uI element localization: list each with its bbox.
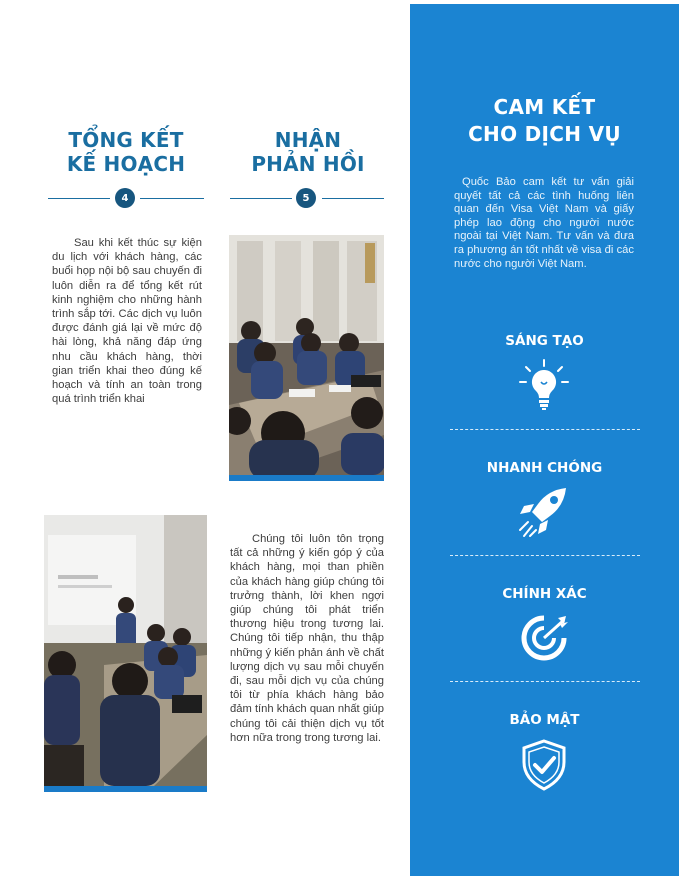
panel-description: Quốc Bảo cam kết tư vấn giải quyết tất cả các tình huống liên quan đến Visa Việt Nam và giấy phép lao động cho người nước ngoài tại Việt Nam. Tư vấn và đưa ra phương án tốt nhất về visa đi các nước cho người Việt Nam. — [454, 176, 634, 270]
shield-check-icon — [514, 737, 574, 793]
step5-rule-right — [322, 198, 384, 199]
feature-label-fast: NHANH CHÓNG — [486, 460, 603, 476]
step5-rule-left — [230, 198, 292, 199]
panel-title-line2: CHO DỊCH VỤ — [468, 122, 621, 146]
photo-1-accent-bar — [229, 475, 384, 481]
step5-title-line2: PHẢN HỒI — [251, 152, 365, 176]
feature-label-accurate: CHÍNH XÁC — [502, 586, 587, 602]
divider-1 — [450, 429, 640, 430]
step4-number-badge: 4 — [115, 188, 135, 208]
divider-2 — [450, 555, 640, 556]
step4-paragraph: Sau khi kết thúc sự kiện du lịch với khách hàng, các buổi họp nội bộ sau chuyến đi luôn diễn ra để tổng kết rút kinh nghiệm cho những hành trình sắp tới. Các dịch vụ luôn được đánh giá lại về mức độ hài lòng, khả năng đáp ứng nhu cầu khách hàng, thời gian triển khai theo đúng kế hoạch và tính an toàn trong quá trình triển khai — [52, 237, 202, 406]
step4-title-line1: TỔNG KẾT — [68, 128, 184, 152]
commitment-panel — [410, 4, 679, 876]
step4-title — [46, 128, 206, 176]
step5-title-line1: NHẬN — [274, 128, 342, 152]
meeting-photo-2 — [44, 515, 207, 786]
lightbulb-icon — [514, 358, 574, 414]
step4-rule-right — [140, 198, 204, 199]
divider-3 — [450, 681, 640, 682]
photo-2-accent-bar — [44, 786, 207, 792]
step5-number-badge: 5 — [296, 188, 316, 208]
feature-label-creative: SÁNG TẠO — [505, 333, 584, 349]
step5-title — [228, 128, 388, 176]
feature-label-secure: BẢO MẬT — [509, 712, 580, 728]
panel-title-line1: CAM KẾT — [493, 95, 596, 119]
step4-title-line2: KẾ HOẠCH — [66, 152, 186, 176]
target-icon — [514, 610, 574, 666]
meeting-photo-1 — [229, 235, 384, 475]
panel-title — [410, 94, 679, 148]
step5-paragraph: Chúng tôi luôn tôn trọng tất cả những ý kiến góp ý của khách hàng, mọi than phiền của khách hàng giúp chúng tôi trưởng thành, lời khen ngợi giúp chúng tôi phát triển thương hiệu trong tương lai. Chúng tôi tiếp nhận, thu thập những ý kiến phản ánh về chất lượng dịch vụ sau mỗi chuyến đi, sau mỗi dịch vụ của chúng tôi từ phía khách hàng bảo đảm tính khách quan nhất giúp chúng tôi cải thiện dịch vụ tốt hơn nữa trong trong tương lai. — [230, 533, 384, 744]
rocket-icon — [514, 484, 574, 540]
step4-rule-left — [48, 198, 110, 199]
